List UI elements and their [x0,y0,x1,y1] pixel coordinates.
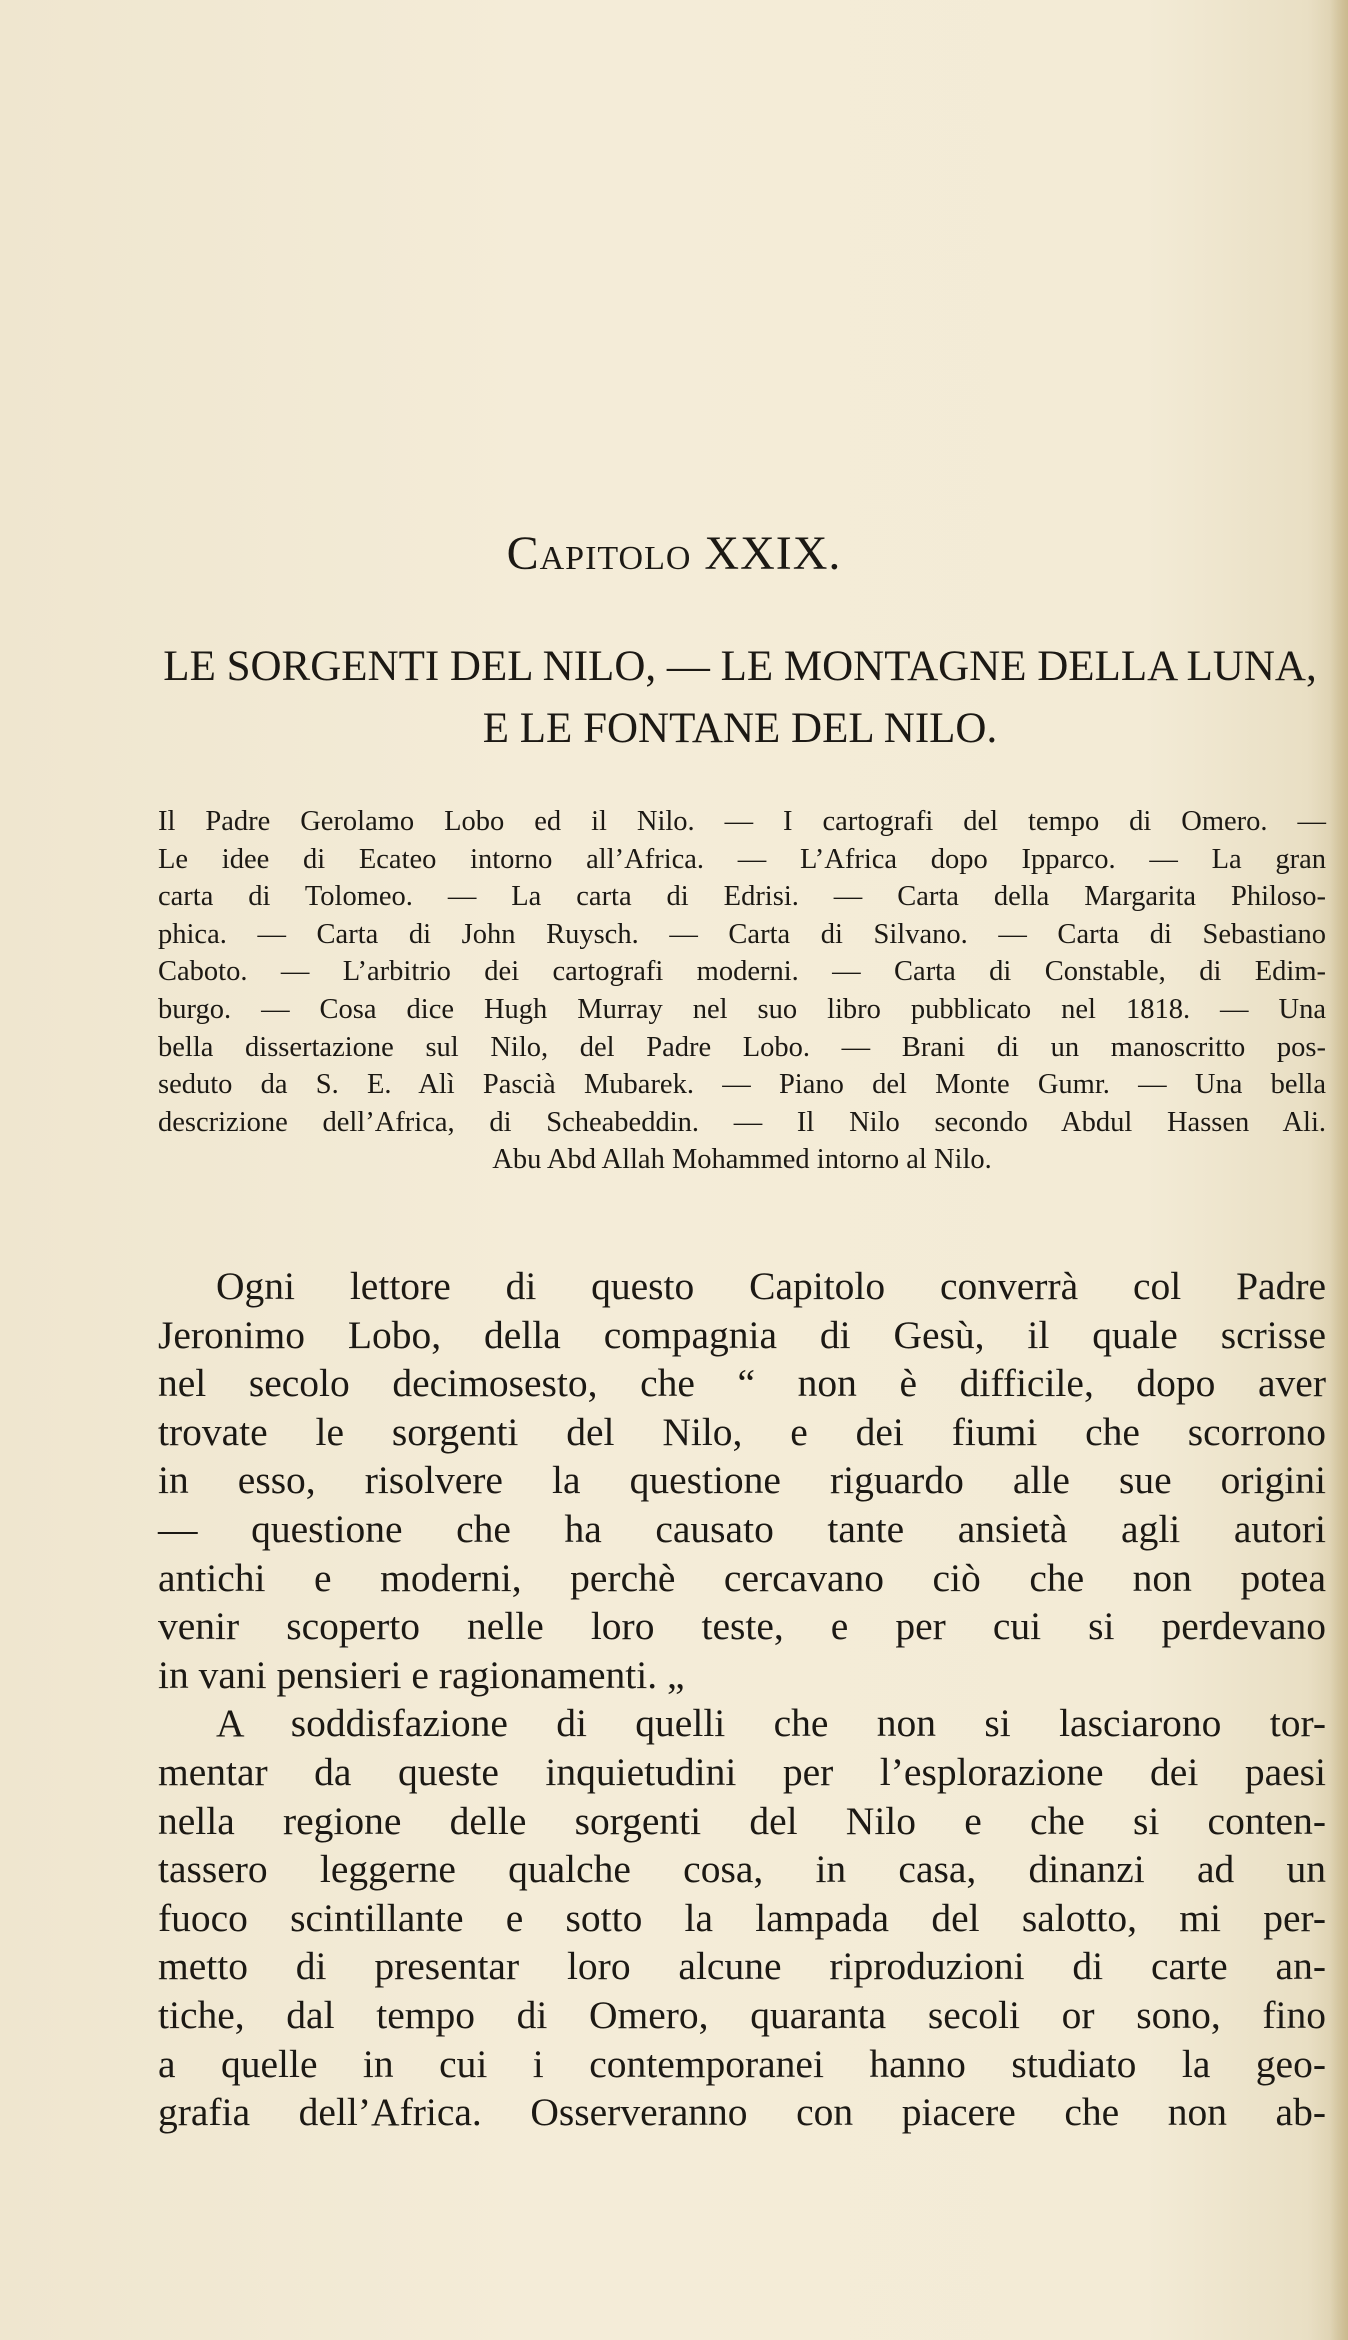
summary-line: carta di Tolomeo. — La carta di Edrisi. — Carta della Margarita Philoso- [158,881,1326,913]
summary-line: Abu Abd Allah Mohammed intorno al Nilo. [492,1144,992,1176]
summary-line: Caboto. — L’arbitrio dei cartografi moderni. — Carta di Constable, di Edim- [158,956,1326,988]
chapter-title-line: E LE FONTANE DEL NILO. [482,705,998,752]
summary-line: descrizione dell’Africa, di Scheabeddin. — Il Nilo secondo Abdul Hassen Ali. [158,1106,1326,1138]
paragraph-line: trovate le sorgenti del Nilo, e dei fiumi che scorrono [158,1409,1326,1454]
paragraph-line: in vani pensieri e ragionamenti. „ [158,1652,685,1697]
paragraph-line: tiche, dal tempo di Omero, quaranta secoli or sono, fino [158,1992,1326,2037]
chapter-number: Capitolo XXIX. [506,527,842,580]
summary-line: Le idee di Ecateo intorno all’Africa. — L’Africa dopo Ipparco. — La gran [158,843,1326,875]
paragraph-line: tassero leggerne qualche cosa, in casa, dinanzi ad un [158,1847,1326,1892]
chapter-title [150,636,1330,760]
summary-line: Il Padre Gerolamo Lobo ed il Nilo. — I cartografi del tempo di Omero. — [158,806,1326,837]
paragraph-line: grafia dell’Africa. Osserveranno con piacere che non ab- [158,2090,1326,2135]
paragraph-line: nel secolo decimosesto, che “ non è difficile, dopo aver [158,1361,1326,1406]
chapter-title-line: LE SORGENTI DEL NILO, — LE MONTAGNE DELLA LUNA, [163,643,1317,690]
summary-line: seduto da S. E. Alì Pascià Mubarek. — Piano del Monte Gumr. — Una bella [158,1069,1326,1101]
paragraph-line: Jeronimo Lobo, della compagnia di Gesù, il quale scrisse [158,1312,1326,1357]
paragraph-line: A soddisfazione di quelli che non si lasciarono tor- [216,1701,1326,1746]
summary-line: bella dissertazione sul Nilo, del Padre Lobo. — Brani di un manoscritto pos- [158,1031,1326,1063]
summary-line: phica. — Carta di John Ruysch. — Carta di Silvano. — Carta di Sebastiano [158,918,1326,950]
paragraph-line: venir scoperto nelle loro teste, e per cui si perdevano [158,1604,1326,1649]
body-text [158,1262,1326,2137]
paragraph-line: Ogni lettore di questo Capitolo converrà col Padre [216,1264,1326,1308]
paragraph-line: metto di presentar loro alcune riproduzioni di carte an- [158,1944,1326,1989]
paragraph-line: mentar da queste inquietudini per l’esplorazione dei paesi [158,1749,1326,1794]
paragraph-line: a quelle in cui i contemporanei hanno studiato la geo- [158,2041,1326,2086]
paragraph-line: in esso, risolvere la questione riguardo alle sue origini [158,1458,1326,1503]
paragraph-line: nella regione delle sorgenti del Nilo e che si conten- [158,1798,1326,1843]
paragraph-line: fuoco scintillante e sotto la lampada del salotto, mi per- [158,1895,1326,1940]
chapter-summary [158,803,1326,1179]
paragraph-line: antichi e moderni, perchè cercavano ciò che non potea [158,1555,1326,1600]
summary-line: burgo. — Cosa dice Hugh Murray nel suo libro pubblicato nel 1818. — Una [158,993,1326,1025]
paragraph-line: — questione che ha causato tante ansietà agli autori [158,1506,1326,1551]
page-edge-shadow [1330,0,1348,2340]
